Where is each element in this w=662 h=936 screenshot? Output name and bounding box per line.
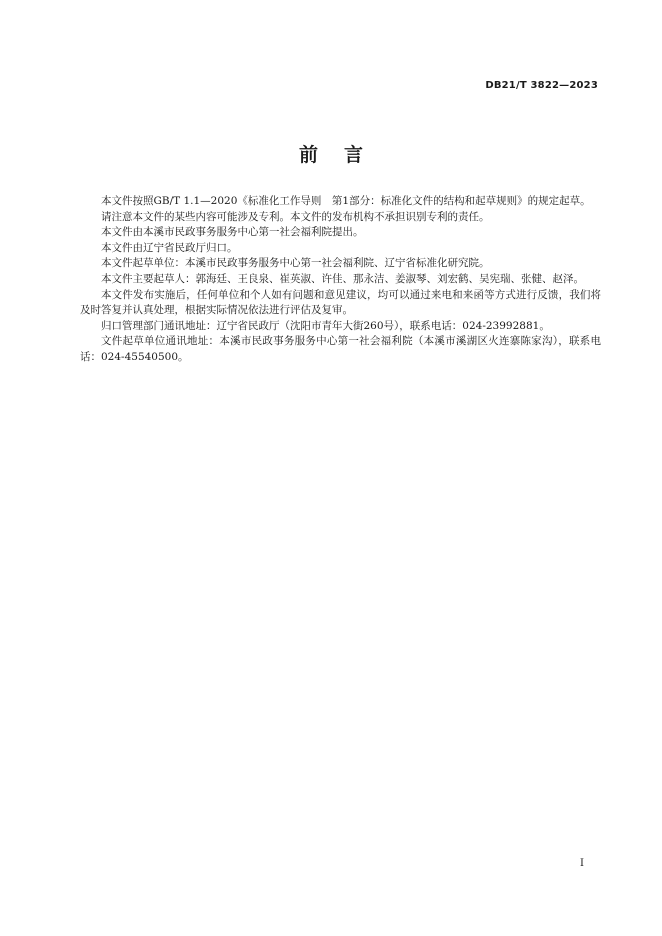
paragraph-patent-notice: 请注意本文件的某些内容可能涉及专利。本文件的发布机构不承担识别专利的责任。 [101,210,490,223]
page-number: I [580,858,584,869]
paragraph-proposer: 本文件由本溪市民政事务服务中心第一社会福利院提出。 [101,226,364,239]
paragraph-administrator: 本文件由辽宁省民政厅归口。 [101,241,238,254]
paragraph-feedback: 本文件发布实施后，任何单位和个人如有问题和意见建议，均可以通过来电和来函等方式进行反馈，我们将及时答复并认真处理，根据实际情况依法进行评估及复审。 [80,288,601,317]
paragraph-admin-address: 归口管理部门通讯地址：辽宁省民政厅（沈阳市青年大街260号），联系电话：024-23992881。 [101,319,550,332]
paragraph-drafter-address: 文件起草单位通讯地址：本溪市民政事务服务中心第一社会福利院（本溪市溪湖区火连寨陈家沟），联系电话：024-45540500。 [80,335,601,363]
foreword-body [80,194,601,366]
paragraph-drafters: 本文件主要起草人：郭海廷、王良泉、崔英淑、许佳、那永洁、姜淑琴、刘宏鹤、吴宪瑞、张健、赵泽。 [101,272,584,285]
document-code: DB21/T 3822—2023 [485,80,598,91]
paragraph-drafting-rules: 本文件按照GB/T 1.1—2020《标准化工作导则 第1部分：标准化文件的结构和起草规则》的规定起草。 [101,195,591,207]
page-title: 前言 [298,144,389,166]
paragraph-drafting-units: 本文件起草单位：本溪市民政事务服务中心第一社会福利院、辽宁省标准化研究院。 [101,257,490,270]
